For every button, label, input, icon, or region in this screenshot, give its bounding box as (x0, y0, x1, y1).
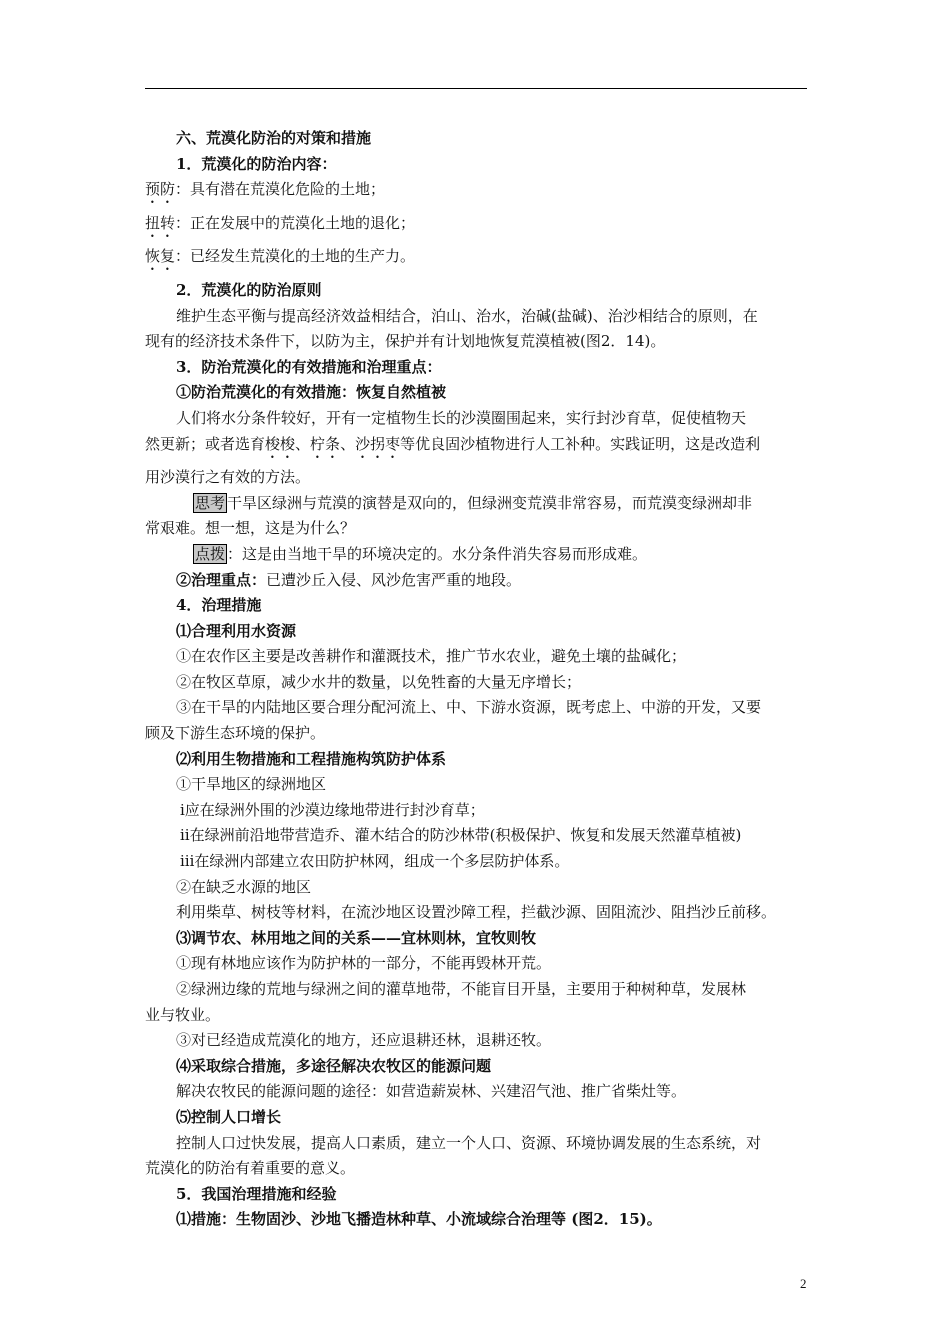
subheading: ⑶调节农、林用地之间的关系——宜林则林，宜牧则牧 (176, 928, 537, 947)
paragraph-line: 用沙漠行之有效的方法。 (145, 468, 311, 487)
content-item (145, 179, 807, 207)
term-text: ：已经发生荒漠化的土地的生产力。 (175, 247, 416, 266)
hint-line (145, 544, 807, 564)
text-run: 、 (340, 434, 356, 453)
subheading: ⑴措施：生物固沙、沙地飞播造林种草、小流域综合治理等 (图2．15)。 (176, 1210, 662, 1229)
list-item: ①干旱地区的绿洲地区 (176, 775, 327, 794)
plant-term: 梭梭 (265, 434, 296, 453)
focus-label: ②治理重点： (176, 570, 267, 589)
list-item-cont: 业与牧业。 (145, 1005, 221, 1024)
term-text: ：正在发展中的荒漠化土地的退化； (175, 213, 416, 232)
term-text: ：具有潜在荒漠化危险的土地； (175, 180, 386, 199)
text-run: 、 (295, 434, 311, 453)
subheading: ⑴合理利用水资源 (176, 621, 297, 640)
paragraph-line: 荒漠化的防治有着重要的意义。 (145, 1159, 356, 1178)
heading-4: 4．治理措施 (176, 596, 262, 615)
list-item: ⅱ在绿洲前沿地带营造乔、灌木结合的防沙林带(积极保护、恢复和发展天然灌草植被) (180, 826, 742, 845)
list-item: ②绿洲边缘的荒地与绿洲之间的灌草地带，不能盲目开垦，主要用于种树种草，发展林 (176, 980, 747, 998)
list-item: ①现有林地应该作为防护林的一部分，不能再毁林开荒。 (176, 954, 552, 973)
heading-3: 3．防治荒漠化的有效措施和治理重点： (176, 357, 442, 376)
plant-term: 柠条 (310, 434, 341, 453)
term: 恢复 (145, 247, 176, 266)
list-item: ①在农作区主要是改善耕作和灌溉技术，推广节水农业，避免土壤的盐碱化； (176, 647, 687, 666)
text-run: 然更新；或者选育 (145, 434, 266, 453)
text-run: 等优良固沙植物进行人工补种。实践证明，这是改造利 (400, 434, 761, 453)
paragraph-line: 人们将水分条件较好，开有一定植物生长的沙漠圈围起来，实行封沙育草，促使植物天 (176, 408, 747, 427)
list-item: ②在牧区草原，减少水井的数量，以免牲畜的大量无序增长； (176, 672, 582, 691)
heading-2: 2．荒漠化的防治原则 (176, 280, 322, 299)
page-number: 2 (800, 1276, 807, 1291)
subheading: ⑸控制人口增长 (176, 1107, 282, 1126)
document-body (145, 128, 807, 1235)
list-item: ③在干旱的内陆地区要合理分配河流上、中、下游水资源，既考虑上、中游的开发，又要 (176, 698, 762, 717)
heading-5: 5．我国治理措施和经验 (176, 1184, 337, 1203)
paragraph-line: 现有的经济技术条件下，以防为主，保护并有计划地恢复荒漠植被(图2．14)。 (145, 332, 666, 351)
paragraph-line: 维护生态平衡与提高经济效益相结合，泊山、治水，治碱(盐碱)、治沙相结合的原则，在 (176, 306, 758, 325)
hint-text: ：这是由当地干旱的环境决定的。水分条件消失容易而形成难。 (227, 544, 648, 563)
paragraph-line (145, 434, 807, 462)
list-item: ②在缺乏水源的地区 (176, 877, 312, 896)
focus-line (145, 570, 807, 590)
heading-1: 1．荒漠化的防治内容： (176, 154, 337, 173)
subheading: ①防治荒漠化的有效措施：恢复自然植被 (176, 383, 447, 402)
think-text: 干旱区绿洲与荒漠的演替是双向的，但绿洲变荒漠非常容易，而荒漠变绿洲却非 (227, 493, 753, 512)
content-item (145, 213, 807, 241)
focus-text: 已遭沙丘入侵、风沙危害严重的地段。 (266, 570, 522, 589)
hint-tag: 点拨 (195, 544, 226, 563)
think-line-cont: 常艰难。想一想，这是为什么？ (145, 519, 356, 538)
list-item-cont: 顾及下游生态环境的保护。 (145, 724, 326, 743)
header-rule (145, 88, 807, 89)
subheading: ⑵利用生物措施和工程措施构筑防护体系 (176, 749, 447, 768)
think-line (145, 493, 807, 513)
paragraph-line: 控制人口过快发展，提高人口素质，建立一个人口、资源、环境协调发展的生态系统，对 (176, 1133, 762, 1152)
content-item (145, 246, 807, 274)
paragraph-line: 解决农牧民的能源问题的途径：如营造薪炭林、兴建沼气池、推广省柴灶等。 (176, 1082, 687, 1101)
subheading: ⑷采取综合措施，多途径解决农牧区的能源问题 (176, 1056, 492, 1075)
list-item: ⅰ应在绿洲外围的沙漠边缘地带进行封沙育草； (180, 800, 485, 819)
section-title: 六、荒漠化防治的对策和措施 (176, 129, 372, 147)
term: 预防 (145, 180, 176, 199)
paragraph-line: 利用柴草、树枝等材料，在流沙地区设置沙障工程，拦截沙源、固阻流沙、阻挡沙丘前移。 (176, 903, 777, 922)
list-item: ③对已经造成荒漠化的地方，还应退耕还林，退耕还牧。 (176, 1031, 552, 1050)
term: 扭转 (145, 213, 176, 232)
think-tag: 思考 (195, 493, 226, 512)
plant-term: 沙拐枣 (355, 434, 401, 453)
list-item: ⅲ在绿洲内部建立农田防护林网，组成一个多层防护体系。 (180, 852, 570, 871)
